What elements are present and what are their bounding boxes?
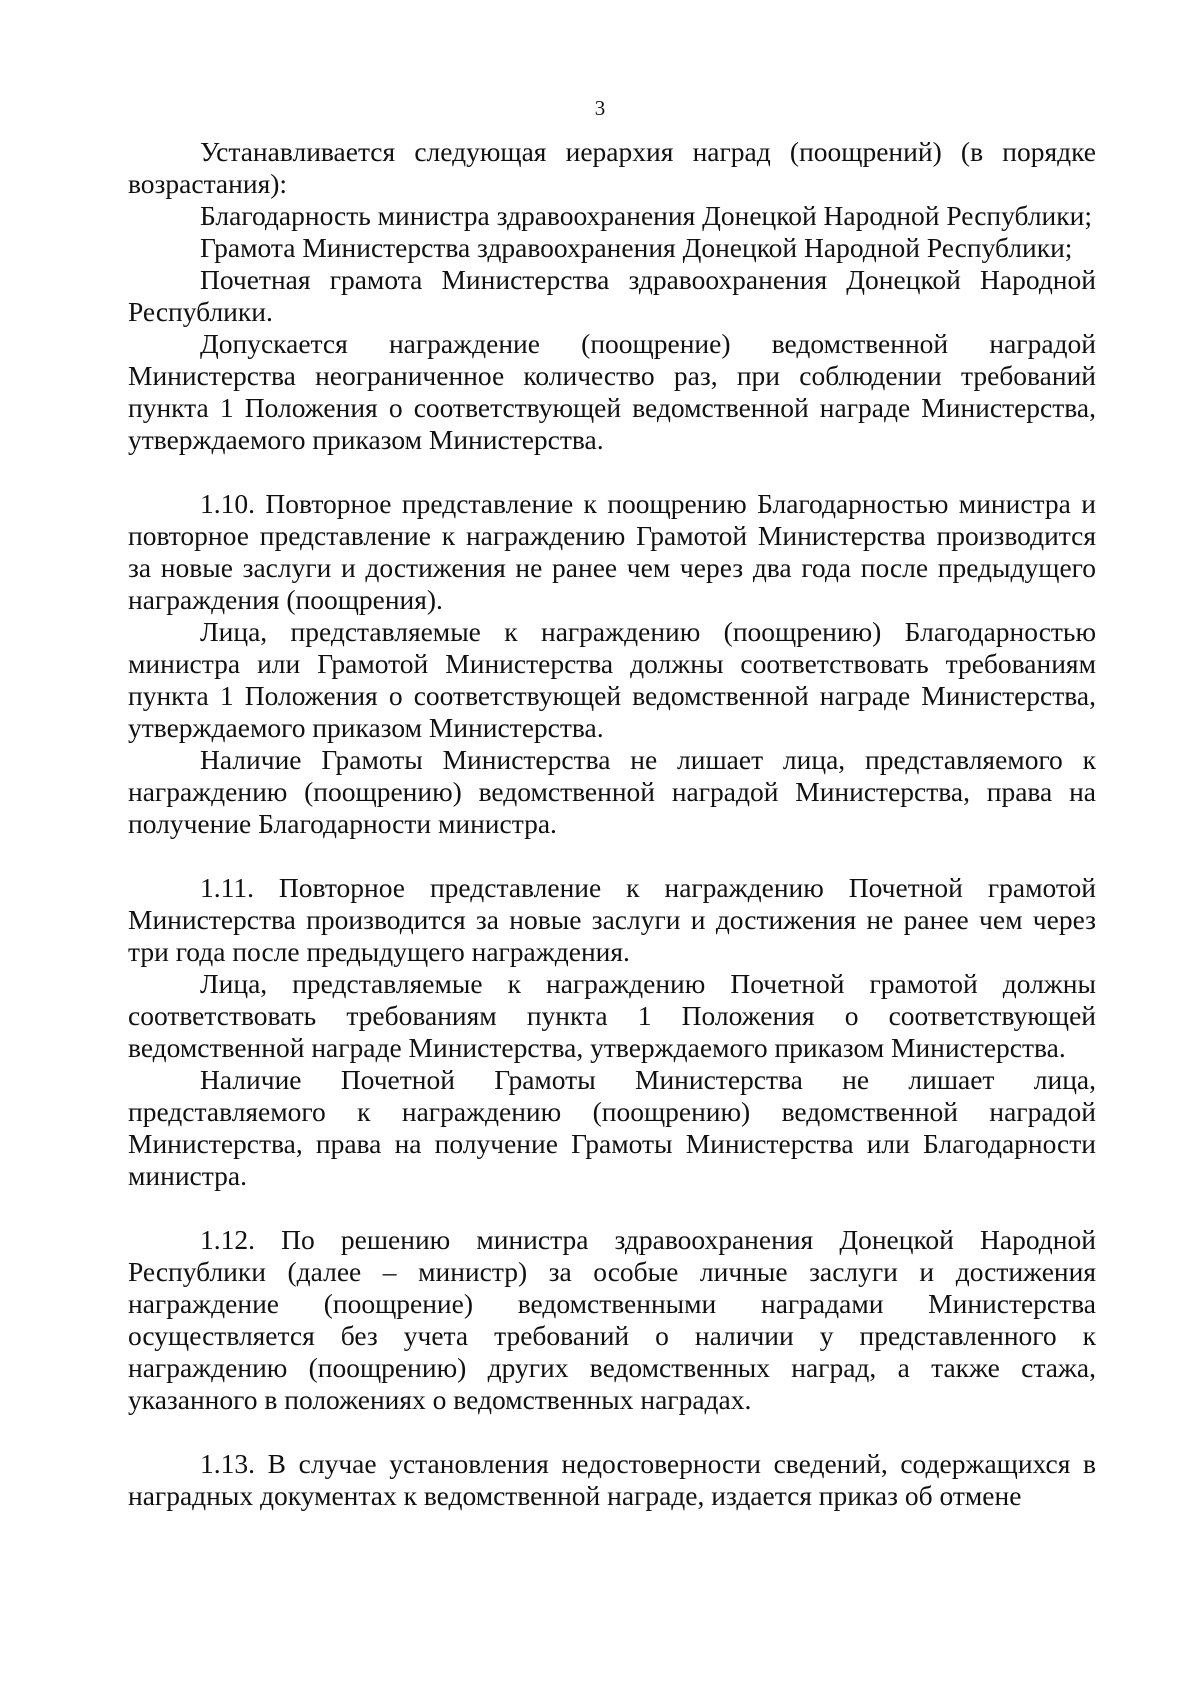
paragraph-1-11-certificate: Наличие Почетной Грамоты Министерства не лишает лица, представляемого к награждению (поощрению) ведомственной наградой Министерства, права на получение Грамоты Министерства или Благодарности министра. — [128, 1064, 1096, 1191]
paragraph-1-10-certificate: Наличие Грамоты Министерства не лишает лица, представляемого к награждению (поощрению) ведомственной наградой Министерства, права на получение Благодарности министра. — [128, 744, 1096, 839]
paragraph-award-gratitude: Благодарность министра здравоохранения Донецкой Народной Республики; — [200, 200, 1092, 231]
paragraph-1-12: 1.12. По решению министра здравоохранения Донецкой Народной Республики (далее – министр) за особые личные заслуги и достижения награждение (поощрение) ведомственными наградами Министерства осуществляется без учета требований о наличии у представленного к награждению (поощрению) других ведомственных наград, а также стажа, указанного в положениях о ведомственных наградах. — [128, 1224, 1096, 1415]
paragraph-1-10: 1.10. Повторное представление к поощрению Благодарностью министра и повторное представление к награждению Грамотой Министерства производится за новые заслуги и достижения не ранее чем через два года после предыдущего награждения (поощрения). — [128, 488, 1096, 615]
paragraph-1-10-persons: Лица, представляемые к награждению (поощрению) Благодарностью министра или Грамотой Министерства должны соответствовать требованиям пункта 1 Положения о соответствующей ведомственной награде Министерства, утверждаемого приказом Министерства. — [128, 616, 1096, 743]
paragraph-unlimited-awards: Допускается награждение (поощрение) ведомственной наградой Министерства неограниченное количество раз, при соблюдении требований пункта 1 Положения о соответствующей ведомственной награде Министерства, утверждаемого приказом Министерства. — [128, 328, 1096, 455]
paragraph-hierarchy-intro: Устанавливается следующая иерархия наград (поощрений) (в порядке возрастания): — [128, 136, 1096, 199]
paragraph-1-11: 1.11. Повторное представление к награждению Почетной грамотой Министерства производится за новые заслуги и достижения не ранее чем через три года после предыдущего награждения. — [128, 872, 1096, 967]
page-number: 3 — [594, 96, 606, 120]
document-body — [128, 136, 1096, 1512]
paragraph-1-13: 1.13. В случае установления недостоверности сведений, содержащихся в наградных документах к ведомственной награде, издается приказ об отмене — [128, 1448, 1096, 1511]
paragraph-award-honorary-certificate: Почетная грамота Министерства здравоохранения Донецкой Народной Республики. — [128, 264, 1096, 327]
paragraph-award-certificate: Грамота Министерства здравоохранения Донецкой Народной Республики; — [200, 232, 1073, 263]
paragraph-1-11-persons: Лица, представляемые к награждению Почетной грамотой должны соответствовать требованиям пункта 1 Положения о соответствующей ведомственной награде Министерства, утверждаемого приказом Министерства. — [128, 968, 1096, 1063]
